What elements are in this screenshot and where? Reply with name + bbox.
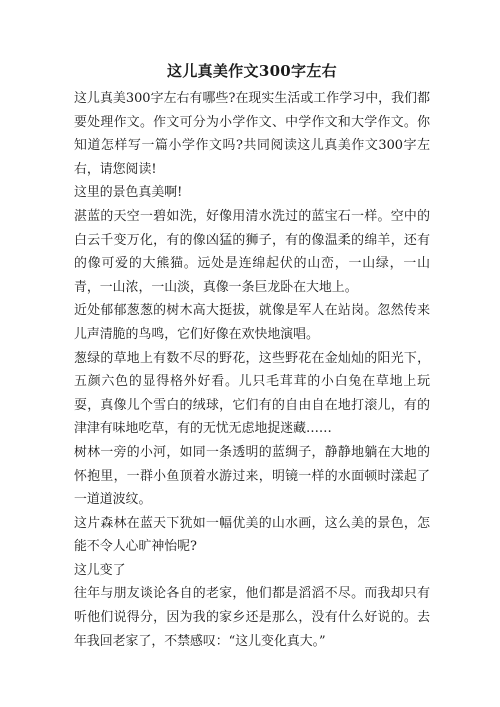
paragraph-changed-heading: 这儿变了 [74,562,126,578]
paragraph-forest: 这片森林在蓝天下犹如一幅优美的山水画，这么美的景色，怎能不令人心旷神怡呢? [74,515,430,555]
paragraph-sky: 湛蓝的天空一碧如洗，好像用清水洗过的蓝宝石一样。空中的白云千变万化，有的像凶猛的狮子，有的像温柔的绵羊，还有的像可爱的大熊猫。远处是连绵起伏的山峦，一山绿，一山青，一山浓，一山淡，真像一条巨龙卧在大地上。 [74,208,430,295]
paragraph-hometown: 往年与朋友谈论各自的老家，他们都是滔滔不尽。而我却只有听他们说得分，因为我的家乡还是那么，没有什么好说的。去年我回老家了，不禁感叹：“这儿变化真大。” [74,586,430,649]
document-page [74,60,430,653]
paragraph-trees: 近处郁郁葱葱的树木高大挺拔，就像是军人在站岗。忽然传来儿声清脆的鸟鸣，它们好像在欢快地演唱。 [74,303,430,342]
paragraph-intro: 这儿真美300字左右有哪些?在现实生活或工作学习中，我们都要处理作文。作文可分为小学作文、中学作文和大学作文。你知道怎样写一篇小学作文吗?共同阅读这儿真美作文300字左右，请您阅读! [74,91,430,177]
paragraph-river: 树林一旁的小河，如同一条透明的蓝绸子，静静地躺在大地的怀抱里，一群小鱼顶着水游过来，明镜一样的水面顿时漾起了一道道波纹。 [74,444,430,508]
document-title: 这儿真美作文300字左右 [167,62,337,80]
paragraph-scenery-exclaim: 这里的景色真美啊! [74,185,183,201]
paragraph-meadow: 葱绿的草地上有数不尽的野花，这些野花在金灿灿的阳光下，五颜六色的显得格外好看。儿只毛茸茸的小白兔在草地上玩耍，真像儿个雪白的绒球，它们有的自由自在地打滚儿，有的津津有味地吃草，有的无忧无虑地捉迷藏…… [74,350,430,437]
